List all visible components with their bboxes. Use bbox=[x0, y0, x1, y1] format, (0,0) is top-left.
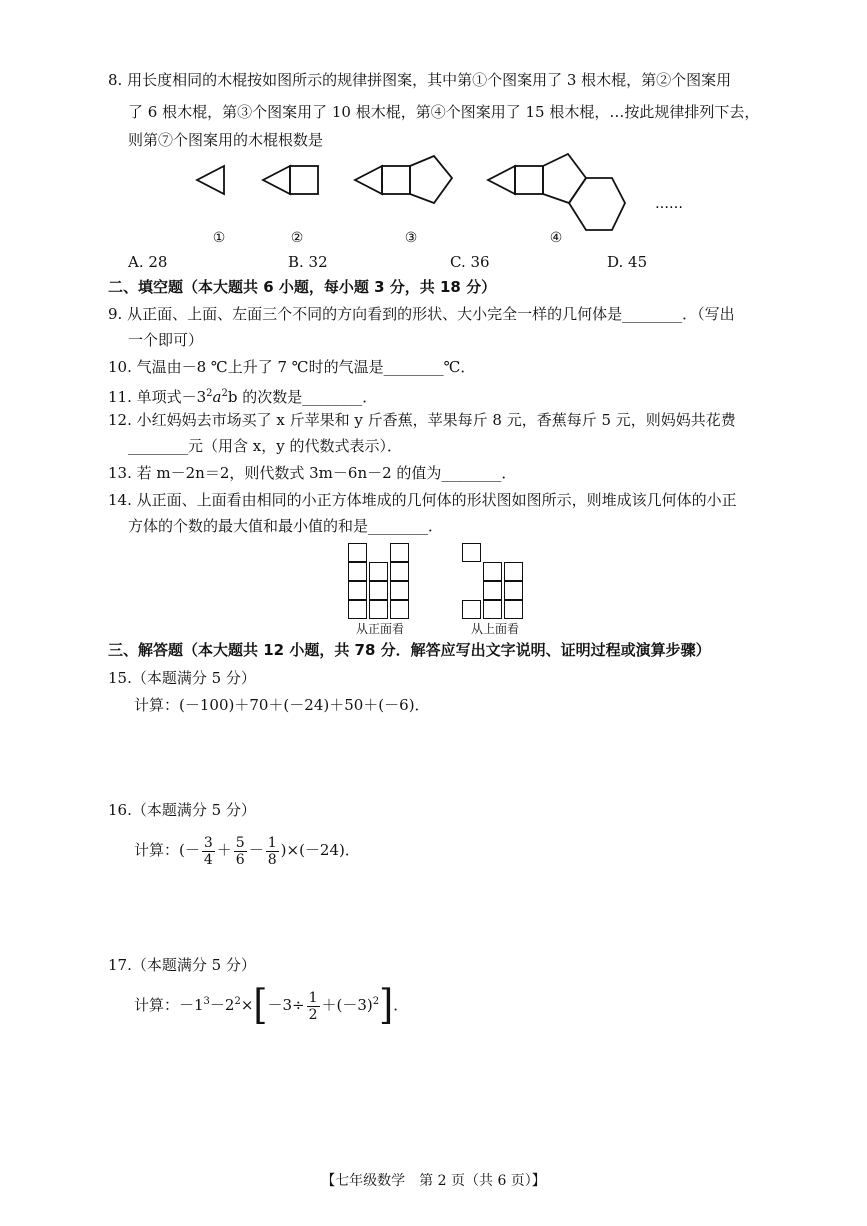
q16-suffix: )×(－24)． bbox=[280, 841, 360, 859]
q16-frac-1-8 bbox=[266, 835, 279, 868]
q17-end: ． bbox=[393, 996, 409, 1014]
pattern-3-pentagon bbox=[410, 156, 452, 203]
front-cell bbox=[348, 581, 367, 600]
q16-minus: － bbox=[248, 841, 264, 859]
q11-sup1: 2 bbox=[206, 388, 213, 399]
q15-body: 计算：(－100)＋70＋(－24)＋50＋(－6)． bbox=[134, 696, 430, 714]
q10: 10. 气温由－8 ℃上升了 7 ℃时的气温是________℃． bbox=[108, 358, 476, 376]
top-cell bbox=[504, 581, 523, 600]
q8-line1: 8. 用长度相同的木棍按如图所示的规律拼图案，其中第①个图案用了 3 根木棍，第②个图案用 bbox=[108, 71, 732, 89]
q14-front-label: 从正面看 bbox=[355, 622, 404, 636]
q16-frac2-num: 5 bbox=[235, 834, 245, 851]
q17-right-bracket: ] bbox=[379, 981, 394, 1029]
pattern-4-square bbox=[515, 166, 543, 194]
q9-line1: 9. 从正面、上面、左面三个不同的方向看到的形状、大小完全一样的几何体是________．（写出 bbox=[108, 305, 735, 323]
front-cell bbox=[390, 562, 409, 581]
q14-top-view bbox=[462, 543, 532, 623]
q17-mid1: －2 bbox=[209, 996, 235, 1014]
q8-fig-label-1: ① bbox=[212, 230, 226, 246]
q16-frac-5-6 bbox=[234, 835, 247, 868]
q11 bbox=[108, 384, 377, 407]
q17-sup3: 2 bbox=[372, 996, 380, 1007]
q17-inner2: ＋(－3) bbox=[321, 996, 373, 1014]
q12-line1: 12. 小红妈妈去市场买了 x 斤苹果和 y 斤香蕉，苹果每斤 8 元，香蕉每斤 5 元，则妈妈共花费 bbox=[108, 411, 736, 429]
q17-body bbox=[134, 981, 409, 1029]
q12-line2: ________元（用含 x，y 的代数式表示）． bbox=[128, 437, 402, 455]
q16-head: 16.（本题满分 5 分） bbox=[108, 801, 256, 819]
q8-fig-label-3: ③ bbox=[404, 230, 418, 246]
q16-body bbox=[134, 830, 360, 870]
front-cell bbox=[348, 600, 367, 619]
q17-mid2: × bbox=[240, 996, 254, 1014]
top-cell bbox=[462, 543, 481, 562]
front-cell bbox=[348, 543, 367, 562]
q16-frac1-num: 3 bbox=[203, 834, 213, 851]
pattern-4-pentagon bbox=[543, 154, 586, 203]
q17-prefix: 计算：－1 bbox=[134, 996, 204, 1014]
q9-line2: 一个即可） bbox=[128, 331, 204, 349]
pattern-2-triangle bbox=[263, 166, 290, 194]
pattern-4-triangle bbox=[488, 166, 515, 194]
q17-frac-num: 1 bbox=[308, 989, 318, 1006]
front-cell bbox=[369, 562, 388, 581]
front-cell bbox=[390, 600, 409, 619]
q16-frac3-num: 1 bbox=[267, 834, 277, 851]
front-cell bbox=[390, 543, 409, 562]
q15-head: 15.（本题满分 5 分） bbox=[108, 669, 256, 687]
q11-suffix: b 的次数是________． bbox=[227, 388, 378, 406]
pattern-ellipsis: …… bbox=[655, 196, 683, 212]
q16-prefix: 计算：(－ bbox=[134, 841, 200, 859]
top-cell bbox=[483, 581, 502, 600]
top-cell bbox=[483, 600, 502, 619]
pattern-2-square bbox=[290, 166, 318, 194]
q8-option-d: D. 45 bbox=[607, 253, 648, 271]
front-cell bbox=[369, 600, 388, 619]
pattern-1-triangle bbox=[197, 166, 224, 194]
q17-frac-den: 2 bbox=[308, 1006, 318, 1023]
pattern-4-hexagon bbox=[569, 178, 625, 230]
top-cell bbox=[462, 600, 481, 619]
q16-frac-3-4 bbox=[202, 835, 215, 868]
q14-front-view bbox=[348, 543, 418, 623]
section-2-title: 二、填空题（本大题共 6 小题，每小题 3 分，共 18 分） bbox=[108, 278, 497, 296]
q17-frac-1-2 bbox=[307, 990, 320, 1023]
pattern-3-square bbox=[382, 166, 410, 194]
q8-line2: 了 6 根木棍，第③个图案用了 10 根木棍，第④个图案用了 15 根木棍，…按此规律排列下去， bbox=[128, 103, 760, 121]
front-cell bbox=[390, 581, 409, 600]
top-cell bbox=[504, 562, 523, 581]
q14-top-label: 从上面看 bbox=[470, 622, 519, 636]
q13: 13. 若 m－2n＝2，则代数式 3m－6n－2 的值为________． bbox=[108, 464, 517, 482]
q8-option-c: C. 36 bbox=[450, 253, 490, 271]
top-cell bbox=[483, 562, 502, 581]
q16-frac2-den: 6 bbox=[235, 851, 245, 868]
q17-sup2: 2 bbox=[234, 996, 241, 1007]
pattern-3-triangle bbox=[355, 166, 382, 194]
q8-line3: 则第⑦个图案用的木棍根数是 bbox=[128, 131, 324, 149]
top-cell bbox=[504, 600, 523, 619]
q11-prefix: 11. 单项式－3 bbox=[108, 388, 207, 406]
front-cell bbox=[348, 562, 367, 581]
q16-frac1-den: 4 bbox=[203, 851, 213, 868]
page-footer: 【七年级数学 第 2 页（共 6 页）】 bbox=[321, 1173, 546, 1189]
q17-sup1: 3 bbox=[203, 996, 210, 1007]
q8-fig-label-2: ② bbox=[290, 230, 304, 246]
section-3-title: 三、解答题（本大题共 12 小题，共 78 分．解答应写出文字说明、证明过程或演算步骤） bbox=[108, 641, 711, 659]
q17-left-bracket: [ bbox=[253, 981, 268, 1029]
q11-sup2: 2 bbox=[221, 388, 228, 399]
q14-line1: 14. 从正面、上面看由相同的小正方体堆成的几何体的形状图如图所示，则堆成该几何体的小正 bbox=[108, 491, 737, 509]
q14-line2: 方体的个数的最大值和最小值的和是________． bbox=[128, 517, 444, 535]
front-cell bbox=[369, 581, 388, 600]
q8-fig-label-4: ④ bbox=[549, 230, 563, 246]
q11-var-a: a bbox=[212, 388, 222, 406]
q17-head: 17.（本题满分 5 分） bbox=[108, 956, 256, 974]
q8-option-a: A. 28 bbox=[128, 253, 168, 271]
q8-option-b: B. 32 bbox=[288, 253, 328, 271]
q17-inner1: －3÷ bbox=[267, 996, 305, 1014]
q16-plus: ＋ bbox=[216, 841, 232, 859]
q16-frac3-den: 8 bbox=[267, 851, 277, 868]
